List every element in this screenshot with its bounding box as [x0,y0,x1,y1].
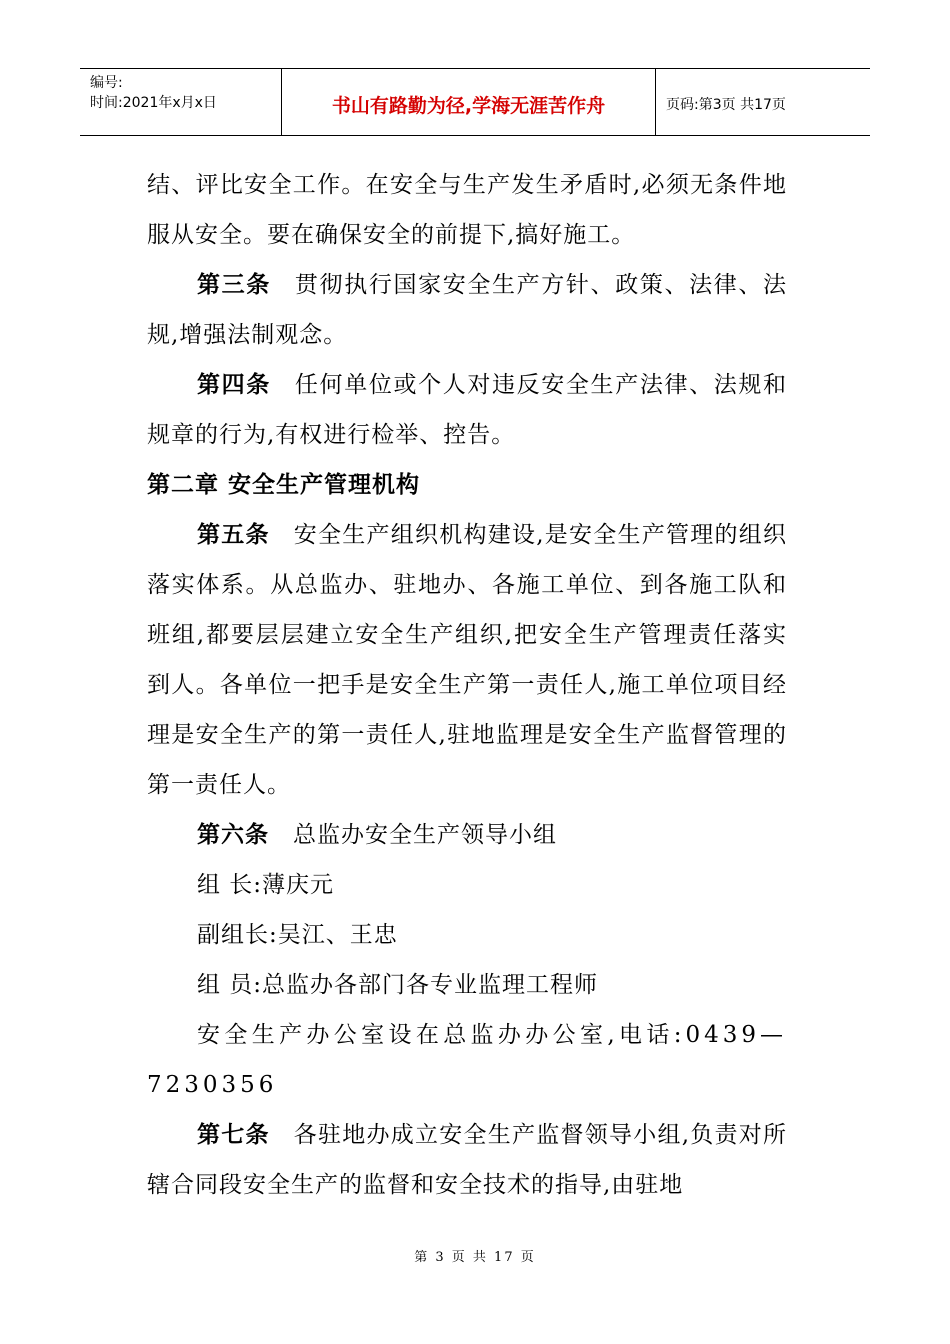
article-3-title: 第三条 [197,271,271,298]
article-5-text: 安全生产组织机构建设,是安全生产管理的组织落实体系。从总监办、驻地办、各施工单位、到各施工队和班组,都要层层建立安全生产组织,把安全生产管理责任落实到人。各单位一把手是安全生产第一责任人,施工单位项目经理是安全生产的第一责任人,驻地监理是安全生产监督管理的第一责任人。 [147,522,788,798]
office-contact: 安全生产办公室设在总监办办公室,电话:0439—7230356 [147,1022,787,1098]
article-3-text: 贯彻执行国家安全生产方针、政策、法律、法规,增强法制观念。 [147,272,788,348]
article-6-text: 总监办安全生产领导小组 [293,822,557,848]
page-header [80,68,870,136]
header-meta [80,69,282,135]
page-footer: 第 3 页 共 17 页 [414,1250,536,1265]
article-5 [147,510,787,810]
article-7-title: 第七条 [197,1121,270,1148]
article-4 [147,360,787,460]
article-7-text: 各驻地办成立安全生产监督领导小组,负责对所辖合同段安全生产的监督和安全技术的指导,由驻地 [147,1122,788,1198]
header-motto: 书山有路勤为径,学海无涯苦作舟 [282,69,656,135]
paragraph-continued: 结、评比安全工作。在安全与生产发生矛盾时,必须无条件地服从安全。要在确保安全的前提下,搞好施工。 [147,172,787,248]
header-page-info: 页码:第3页 共17页 [666,97,786,113]
group-members: 组 员:总监办各部门各专业监理工程师 [197,972,599,998]
document-code-label: 编号: [90,75,123,91]
article-6 [147,810,787,860]
article-4-title: 第四条 [197,371,271,398]
group-deputy: 副组长:吴江、王忠 [197,922,398,948]
group-leader: 组 长:薄庆元 [197,872,335,898]
article-6-title: 第六条 [197,821,269,848]
chapter-heading: 第二章 安全生产管理机构 [147,472,421,498]
article-7 [147,1110,787,1210]
document-body [147,160,787,1210]
document-date: 时间:2021年x月x日 [90,95,217,111]
article-3 [147,260,787,360]
article-4-text: 任何单位或个人对违反安全生产法律、法规和规章的行为,有权进行检举、控告。 [147,372,788,448]
article-5-title: 第五条 [197,521,270,548]
